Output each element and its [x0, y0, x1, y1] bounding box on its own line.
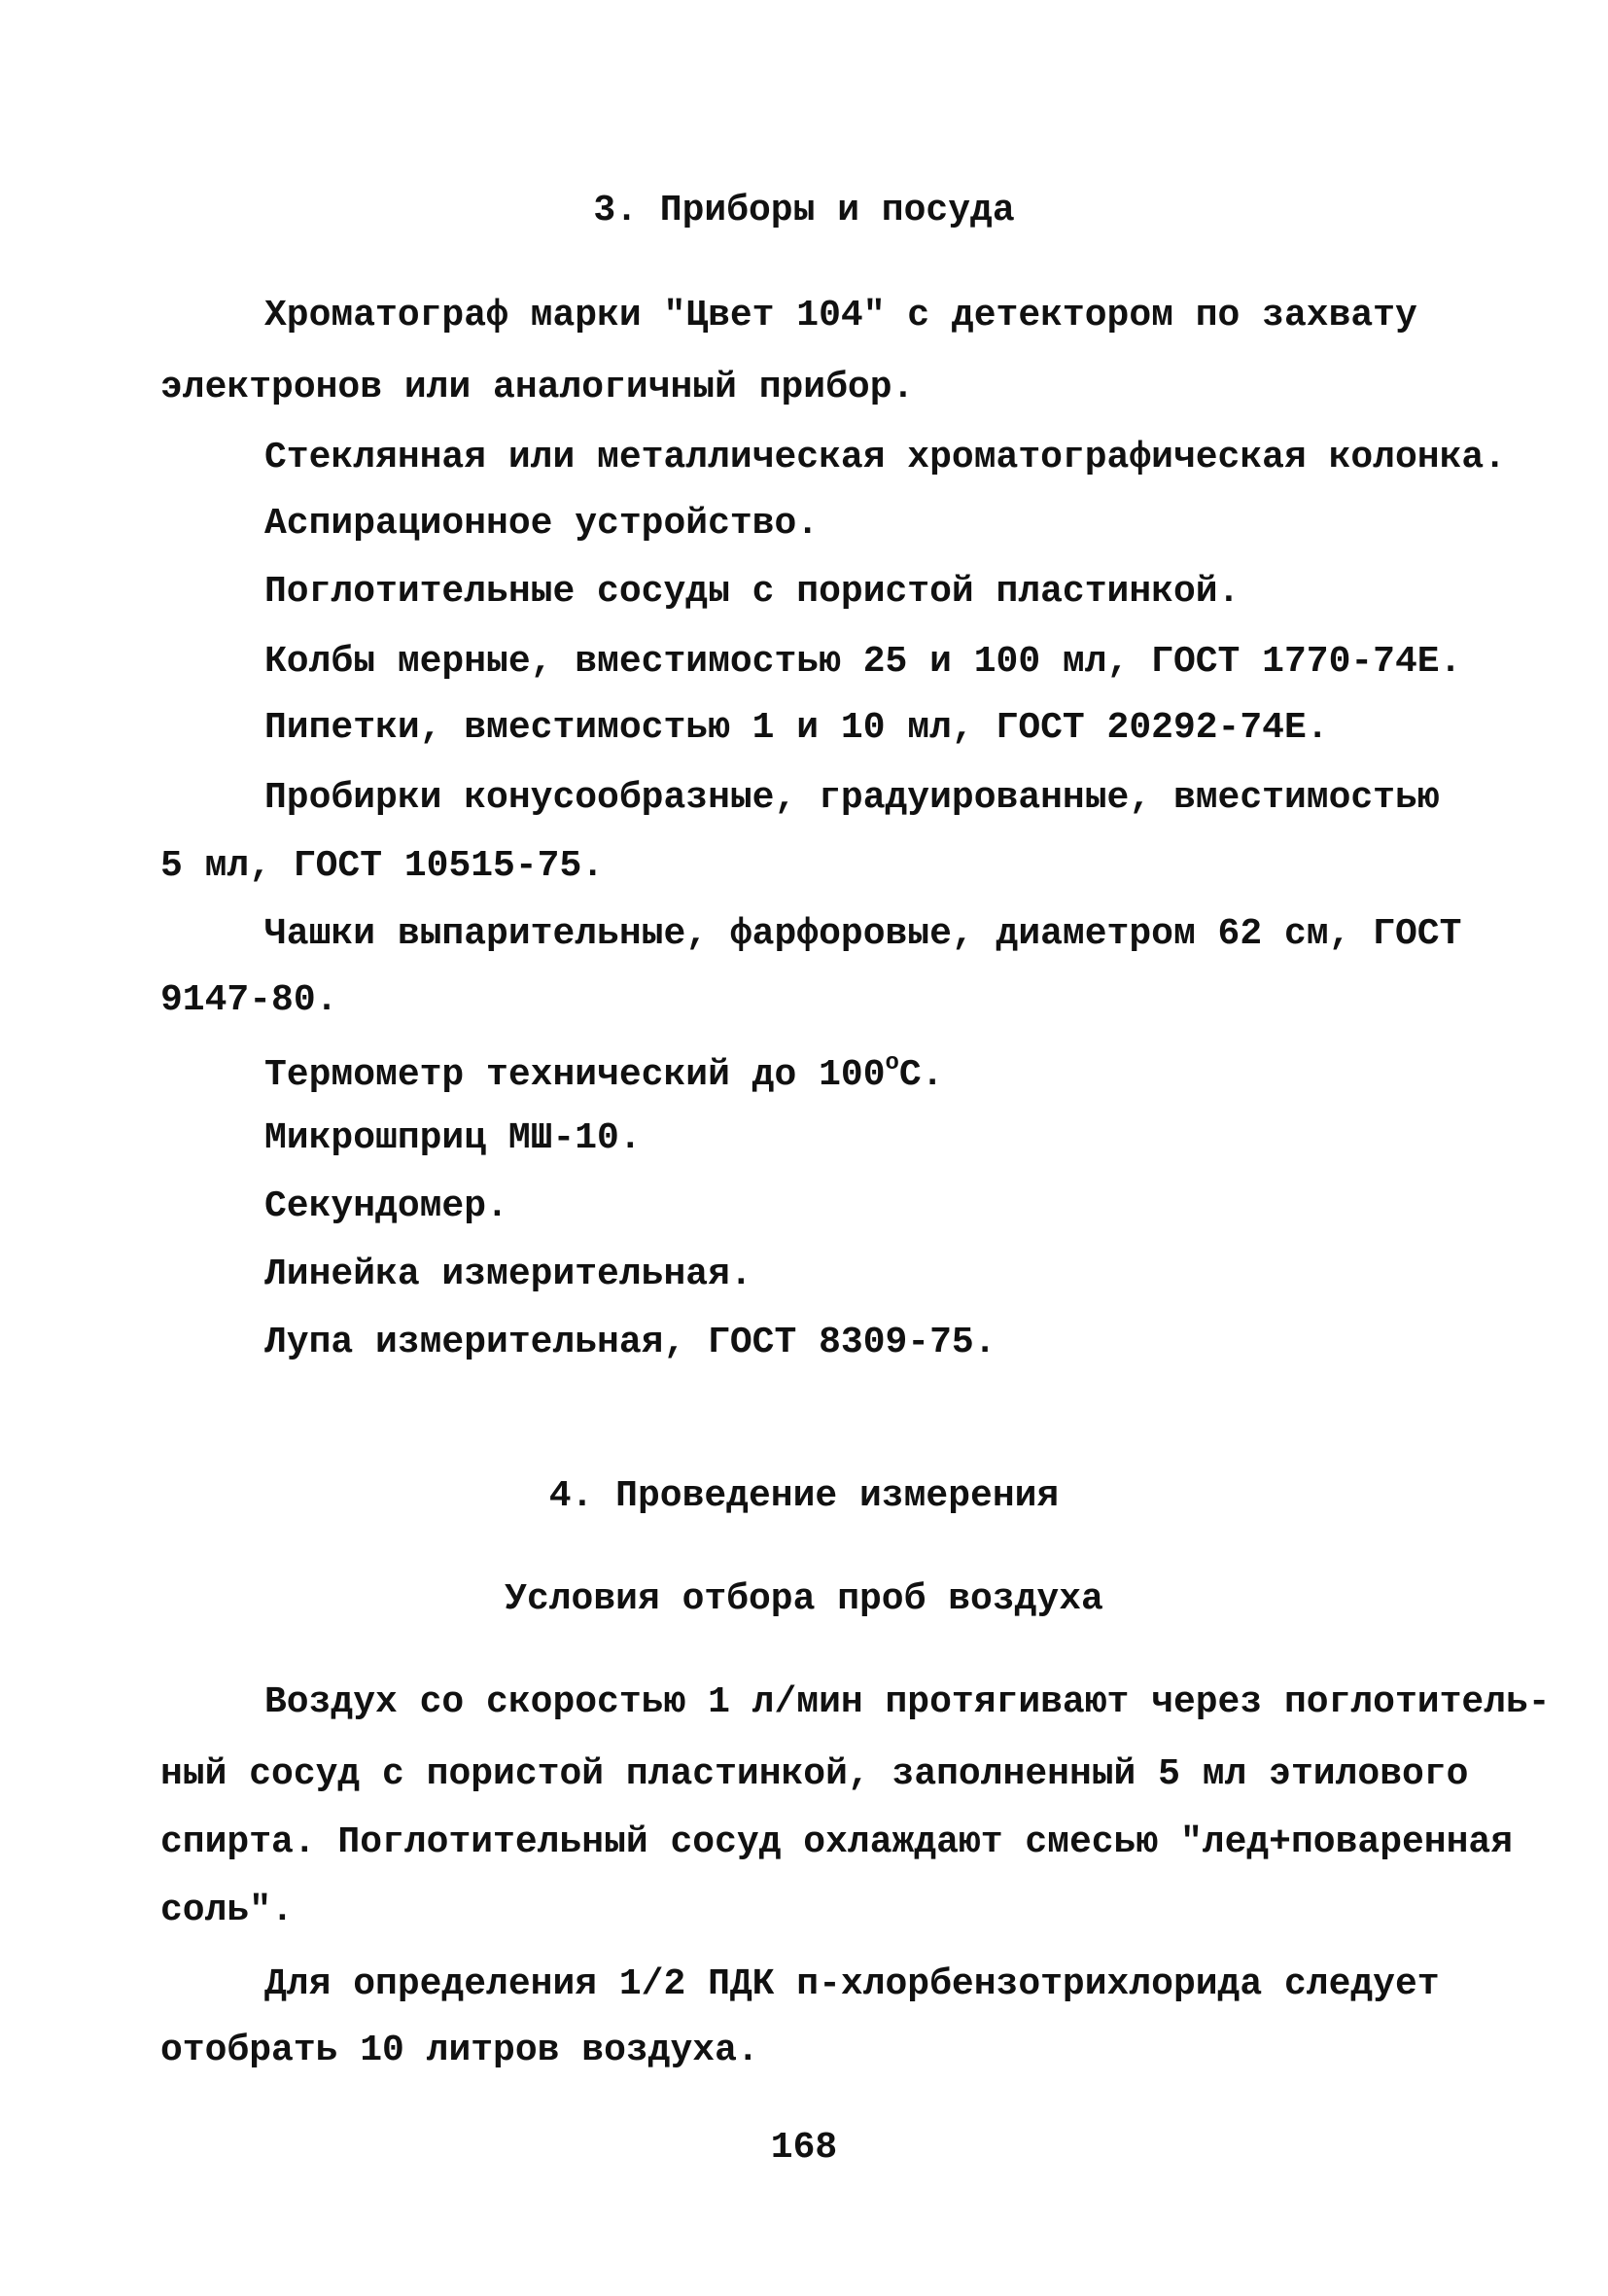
paragraph-volume-line1: Для определения 1/2 ПДК п-хлорбензотрихлорида следует: [264, 1963, 1440, 2005]
paragraph-sampling-line1: Воздух со скоростью 1 л/мин протягивают через поглотитель-: [264, 1681, 1551, 1723]
thermometer-text: Термометр технический до 100: [264, 1054, 886, 1096]
equipment-item-aspirator: Аспирационное устройство.: [264, 503, 820, 545]
equipment-item-flasks: Колбы мерные, вместимостью 25 и 100 мл, ГОСТ 1770-74Е.: [264, 641, 1462, 683]
equipment-item-dishes-line1: Чашки выпарительные, фарфоровые, диаметром 62 см, ГОСТ: [264, 913, 1462, 955]
degree-sign: о: [885, 1050, 899, 1077]
thermometer-unit: С.: [898, 1054, 944, 1096]
equipment-item-tubes-line2: 5 мл, ГОСТ 10515-75.: [160, 845, 605, 887]
paragraph-sampling-line4: соль".: [160, 1890, 294, 1931]
section-heading-measurement: 4. Проведение измерения: [548, 1475, 1060, 1517]
equipment-item-thermometer: [264, 1052, 944, 1094]
equipment-item-microsyringe: Микрошприц МШ-10.: [264, 1117, 642, 1159]
equipment-item-column: Стеклянная или металлическая хроматографическая колонка.: [264, 437, 1507, 478]
section-heading-instruments: 3. Приборы и посуда: [593, 190, 1015, 231]
equipment-item-absorbers: Поглотительные сосуды с пористой пластинкой.: [264, 571, 1241, 613]
equipment-item-pipettes: Пипетки, вместимостью 1 и 10 мл, ГОСТ 20292-74Е.: [264, 707, 1329, 749]
equipment-item-ruler: Линейка измерительная.: [264, 1254, 752, 1295]
equipment-item-chromatograph-line2: электронов или аналогичный прибор.: [160, 367, 915, 408]
equipment-item-chromatograph-line1: Хроматограф марки "Цвет 104" с детектором по захвату: [264, 295, 1417, 336]
paragraph-sampling-line2: ный сосуд с пористой пластинкой, заполненный 5 мл этилового: [160, 1753, 1469, 1795]
paragraph-volume-line2: отобрать 10 литров воздуха.: [160, 2030, 759, 2071]
page-number: 168: [770, 2127, 838, 2169]
equipment-item-tubes-line1: Пробирки конусообразные, градуированные, вместимостью: [264, 777, 1440, 819]
subheading-sampling-conditions: Условия отбора проб воздуха: [505, 1578, 1103, 1620]
paragraph-sampling-line3: спирта. Поглотительный сосуд охлаждают смесью "лед+поваренная: [160, 1821, 1514, 1863]
equipment-item-stopwatch: Секундомер.: [264, 1185, 508, 1227]
equipment-item-magnifier: Лупа измерительная, ГОСТ 8309-75.: [264, 1322, 996, 1363]
equipment-item-dishes-line2: 9147-80.: [160, 979, 338, 1021]
